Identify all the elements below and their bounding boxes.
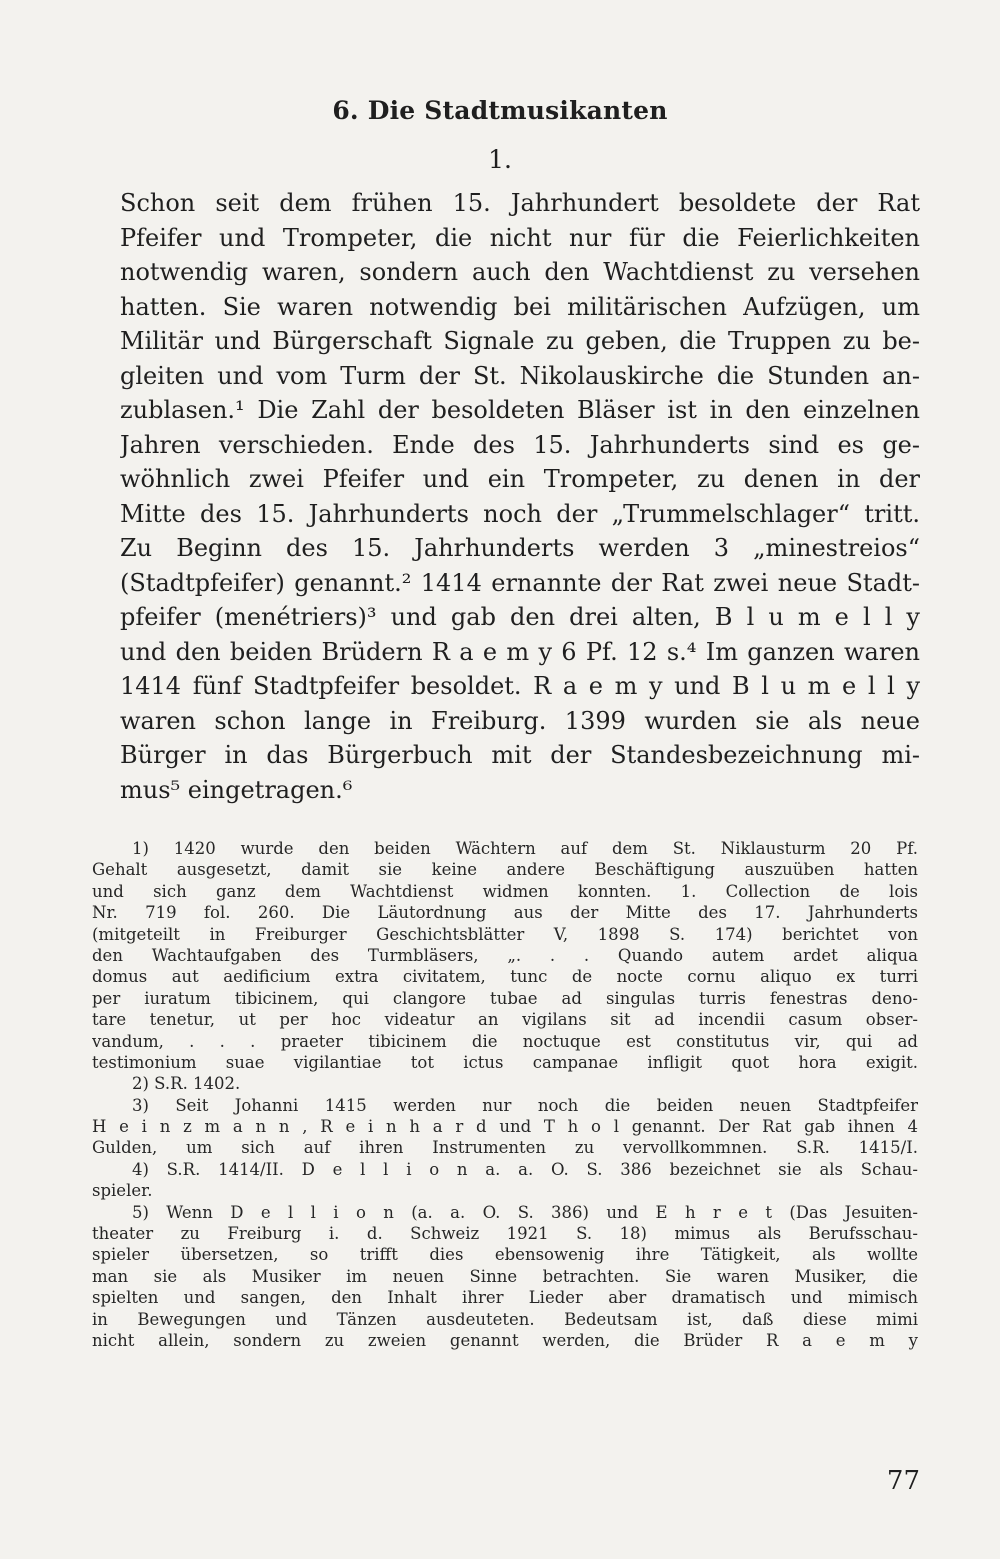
footnotes <box>92 838 918 1351</box>
footnote-line: testimonium suae vigilantiae tot ictus campanae infligit quot hora exigit. <box>92 1052 918 1072</box>
body-line: Jahren verschieden. Ende des 15. Jahrhunderts sind es ge- <box>120 430 920 459</box>
footnote-line: Gehalt ausgesetzt, damit sie keine andere Beschäftigung auszuüben hatten <box>92 860 918 880</box>
section-number: 1. <box>488 145 512 174</box>
body-line: mus⁵ eingetragen.⁶ <box>120 775 353 804</box>
body-line: gleiten und vom Turm der St. Nikolauskirche die Stunden an- <box>120 361 920 390</box>
footnote-line: theater zu Freiburg i. d. Schweiz 1921 S. 18) mimus als Berufsschau- <box>92 1224 918 1244</box>
footnote-line: H e i n z m a n n , R e i n h a r d und T h o l genannt. Der Rat gab ihnen 4 <box>92 1117 918 1137</box>
body-text <box>120 186 920 807</box>
body-line: und den beiden Brüdern R a e m y 6 Pf. 12 s.⁴ Im ganzen waren <box>120 637 920 666</box>
body-line: Mitte des 15. Jahrhunderts noch der „Trummelschlager“ tritt. <box>120 499 920 528</box>
body-line: Militär und Bürgerschaft Signale zu geben, die Truppen zu be- <box>120 327 920 355</box>
chapter-title: 6. Die Stadtmusikanten <box>332 96 668 125</box>
body-line: pfeifer (menétriers)³ und gab den drei alten, B l u m e l l y <box>120 603 920 631</box>
footnote-line: 2) S.R. 1402. <box>132 1074 241 1094</box>
footnote-line: domus aut aedificium extra civitatem, tunc de nocte cornu aliquo ex turri <box>92 967 918 987</box>
footnote-line: 1) 1420 wurde den beiden Wächtern auf dem St. Niklausturm 20 Pf. <box>132 839 918 858</box>
footnote-line: nicht allein, sondern zu zweien genannt werden, die Brüder R a e m y <box>92 1330 918 1350</box>
body-line: Schon seit dem frühen 15. Jahrhundert besoldete der Rat <box>120 189 920 217</box>
body-line: 1414 fünf Stadtpfeifer besoldet. R a e m y und B l u m e l l y <box>120 672 920 700</box>
footnote-line: spieler. <box>92 1181 153 1201</box>
footnote-line: 4) S.R. 1414/II. D e l l i o n a. a. O. S. 386 bezeichnet sie als Schau- <box>132 1159 918 1179</box>
footnote-line: den Wachtaufgaben des Turmbläsers, „. . . Quando autem ardet aliqua <box>92 945 918 965</box>
footnote-line: 3) Seit Johanni 1415 werden nur noch die beiden neuen Stadtpfeifer <box>132 1095 918 1115</box>
body-line: hatten. Sie waren notwendig bei militärischen Aufzügen, um <box>120 292 920 321</box>
footnote-line: Gulden, um sich auf ihren Instrumenten zu vervollkommnen. S.R. 1415/I. <box>92 1138 918 1158</box>
footnote-line: spielten und sangen, den Inhalt ihrer Lieder aber dramatisch und mimisch <box>92 1288 918 1308</box>
footnote-line: 5) Wenn D e l l i o n (a. a. O. S. 386) und E h r e t (Das Jesuiten- <box>132 1202 918 1222</box>
body-line: Bürger in das Bürgerbuch mit der Standesbezeichnung mi- <box>120 741 920 769</box>
body-line: waren schon lange in Freiburg. 1399 wurden sie als neue <box>120 706 920 735</box>
body-line: Pfeifer und Trompeter, die nicht nur für die Feierlichkeiten <box>120 223 920 252</box>
footnote-line: spieler übersetzen, so trifft dies ebensowenig ihre Tätigkeit, als wollte <box>92 1245 918 1265</box>
footnote-line: (mitgeteilt in Freiburger Geschichtsblätter V, 1898 S. 174) berichtet von <box>92 924 918 944</box>
body-line: (Stadtpfeifer) genannt.² 1414 ernannte der Rat zwei neue Stadt- <box>120 568 920 597</box>
footnote-line: Nr. 719 fol. 260. Die Läutordnung aus der Mitte des 17. Jahrhunderts <box>92 903 918 923</box>
body-line: notwendig waren, sondern auch den Wachtdienst zu versehen <box>120 258 920 286</box>
body-line: wöhnlich zwei Pfeifer und ein Trompeter, zu denen in der <box>120 465 920 493</box>
footnote-line: tare tenetur, ut per hoc videatur an vigilans sit ad incendii casum obser- <box>92 1010 918 1030</box>
footnote-line: man sie als Musiker im neuen Sinne betrachten. Sie waren Musiker, die <box>92 1266 918 1286</box>
footnote-line: und sich ganz dem Wachtdienst widmen konnten. 1. Collection de lois <box>92 881 918 901</box>
page-number: 77 <box>886 1466 920 1496</box>
footnote-line: per iuratum tibicinem, qui clangore tubae ad singulas turris fenestras deno- <box>92 988 918 1008</box>
body-line: zublasen.¹ Die Zahl der besoldeten Bläser ist in den einzelnen <box>120 396 920 424</box>
footnote-line: vandum, . . . praeter tibicinem die noctuque est constitutus vir, qui ad <box>92 1031 918 1051</box>
footnote-line: in Bewegungen und Tänzen ausdeuteten. Bedeutsam ist, daß diese mimi <box>92 1309 918 1329</box>
body-line: Zu Beginn des 15. Jahrhunderts werden 3 „minestreios“ <box>120 534 920 562</box>
